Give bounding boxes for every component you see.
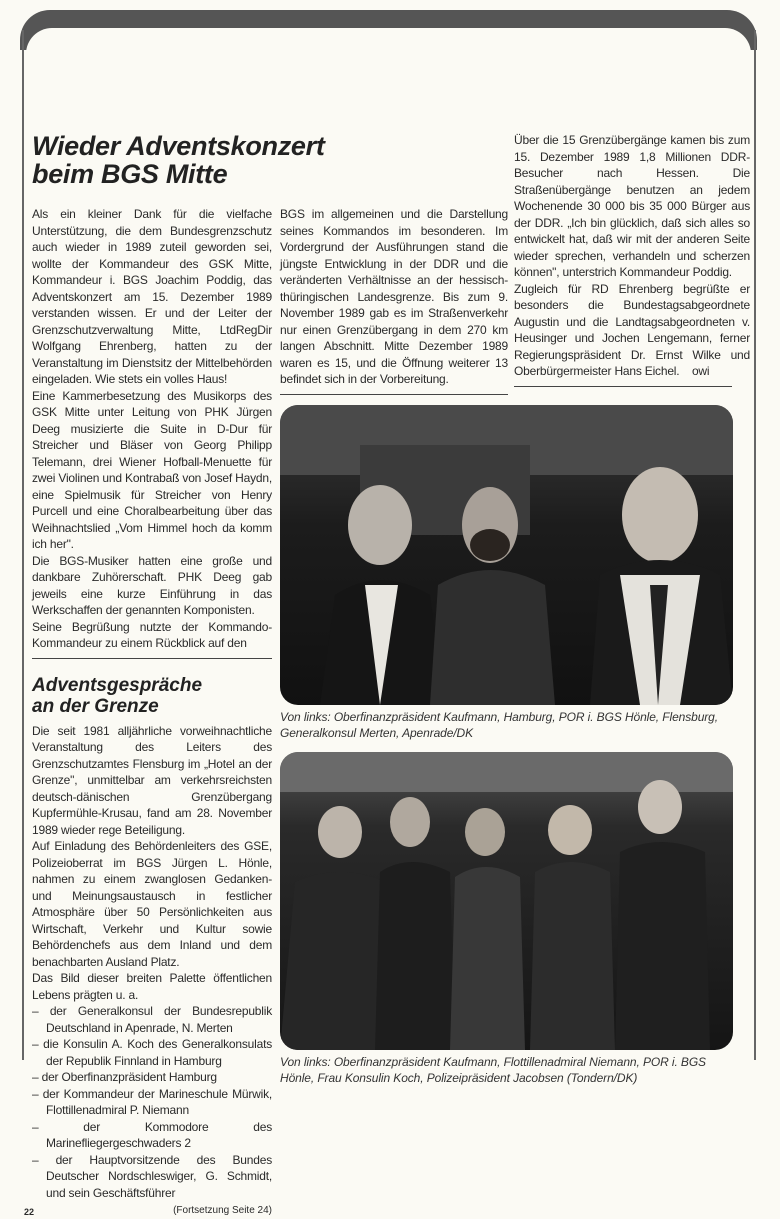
paragraph: Auf Einladung des Behördenleiters des GSE, Polizeioberrat im BGS Jürgen L. Hönle, nahmen zu einem zwanglosen Gedanken- und Meinungsaustausch in festlicher Atmosphäre über 50 Persönlichkeiten aus Wirtschaft, Verkehr und Kultur sowie Behördenchefs aus dem Inland und dem benachbarten Ausland Platz.	[32, 839, 272, 969]
paragraph: Zugleich für RD Ehrenberg begrüßte er besonders die Bundestagsabgeordnete Augustin und die Landtagsabgeordneten v. Heusinger und Jochen Lengemann, ferner Regierungspräsident Dr. Ernst Wilke und Oberbürgermeister Hans Eichel. owi	[514, 281, 750, 378]
list-item: – der Hauptvorsitzende des Bundes Deutscher Nordschleswiger, G. Schmidt, und sein Geschäftsführer	[32, 1152, 272, 1202]
list-item: – der Generalkonsul der Bundesrepublik Deutschland in Apenrade, N. Merten	[32, 1003, 272, 1036]
article1-column3	[514, 132, 750, 380]
article1-column2-wrap	[280, 206, 508, 395]
list-item: – der Kommodore des Marinefliegergeschwaders 2	[32, 1119, 272, 1152]
page-footer	[24, 1205, 272, 1219]
article2-column	[32, 723, 272, 1202]
paragraph: Eine Kammerbesetzung des Musikorps des GSK Mitte unter Leitung von PHK Jürgen Deeg musizierte die Suite in D-Dur für Streicher und Bläser von Georg Philipp Telemann, drei Wiener Hofball-Menuette für zwei Violinen und Kontrabaß von Josef Haydn, eine Spielmusik für Streicher von Henry Purcell und eine Choralbearbeitung über das Weihnachtslied „Vom Himmel hoch da komm ich her".	[32, 388, 272, 551]
paragraph: Das Bild dieser breiten Palette öffentlichen Lebens prägten u. a.	[32, 971, 272, 1002]
article-headline: Wieder Adventskonzert beim BGS Mitte	[32, 131, 325, 189]
continuation-note: (Fortsetzung Seite 24)	[173, 1205, 272, 1216]
photo-2	[280, 752, 733, 1050]
list-item: – die Konsulin A. Koch des Generalkonsulats der Republik Finnland in Hamburg	[32, 1036, 272, 1069]
guest-list	[32, 1003, 272, 1201]
photo-1	[280, 405, 733, 705]
list-item: – der Kommandeur der Marineschule Mürwik, Flottillenadmiral P. Niemann	[32, 1086, 272, 1119]
paragraph: BGS im allgemeinen und die Darstellung seines Kommandos im besonderen. Im Vordergrund der Ausführungen stand die jüngste Entwicklung in der DDR und die veränderten Verhältnisse an der hessisch-thüringischen Landesgrenze. Bis zum 9. November 1989 gab es im Straßenverkehr nur einen Grenzübergang in dem 270 km langen Abschnitt. Mitte Dezember 1989 waren es 15, und die Öffnung weiterer 13 befindet sich in der Vorbereitung.	[280, 207, 508, 386]
paragraph: Über die 15 Grenzübergänge kamen bis zum 15. Dezember 1989 1,8 Millionen DDR-Besucher nach Hessen. Die Straßenübergänge benutzen an jedem Wochenende 30 000 bis 35 000 Bürger aus der DDR. „Ich bin glücklich, daß sich alles so entwickelt hat, daß wir mit der anderen Seite wieder sprechen, verhandeln und scherzen können", unterstrich Kommandeur Poddig.	[514, 133, 750, 279]
paragraph: Die seit 1981 alljährliche vorweihnachtliche Veranstaltung des Leiters des Grenzschutzamtes Flensburg im „Hotel an der Grenze", unmittelbar am verkehrsreichsten deutsch-dänischen Grenzübergang Kupfermühle-Krusau, fand am 28. November 1989 wieder rege Beteiligung.	[32, 723, 272, 837]
divider	[514, 386, 732, 387]
right-area	[280, 132, 750, 1087]
paragraph: Als ein kleiner Dank für die vielfache Unterstützung, die dem Bundesgrenzschutz auch wieder in 1989 zuteil geworden sei, wollte der Kommandeur des GSK Mitte, Kommandeur i. BGS Joachim Poddig, das Adventskonzert am 15. Dezember 1989 verstanden wissen. Er und der Leiter der Grenzschutzverwaltung Mitte, LtdRegDir Wolfgang Ehrenberg, hatten zu der Veranstaltung im Dienstsitz der Mittelbehörden eingeladen. Wie stets ein volles Haus!	[32, 207, 272, 386]
page-frame-left	[22, 30, 24, 1060]
divider	[32, 658, 272, 659]
author-signature: owi	[691, 364, 710, 378]
photo-1-caption: Von links: Oberfinanzpräsident Kaufmann, Hamburg, POR i. BGS Hönle, Flensburg, Generalkonsul Merten, Apenrade/DK	[280, 709, 718, 740]
page-frame-inner	[26, 28, 751, 58]
article1-column1	[32, 206, 272, 652]
photo-2-caption: Von links: Oberfinanzpräsident Kaufmann, Flottillenadmiral Niemann, POR i. BGS Hönle, Frau Konsulin Koch, Polizeipräsident Jacobsen (Tondern/DK)	[280, 1054, 706, 1085]
article1-column2	[280, 206, 508, 388]
page-number: 22	[24, 1207, 35, 1217]
text-columns	[280, 132, 750, 395]
article2-headline: Adventsgespräche an der Grenze	[32, 674, 203, 717]
paragraph: Die BGS-Musiker hatten eine große und dankbare Zuhörerschaft. PHK Deeg gab jeweils eine kurze Einführung in das Werkschaffen der genannten Komponisten.	[32, 553, 272, 617]
article1-column3-wrap	[514, 132, 750, 387]
list-item: – der Oberfinanzpräsident Hamburg	[32, 1069, 272, 1086]
left-column	[24, 131, 325, 1219]
paragraph: Seine Begrüßung nutzte der Kommando-Kommandeur zu einem Rückblick auf den	[32, 619, 272, 650]
page-frame-right	[754, 30, 756, 1060]
divider	[280, 394, 508, 395]
